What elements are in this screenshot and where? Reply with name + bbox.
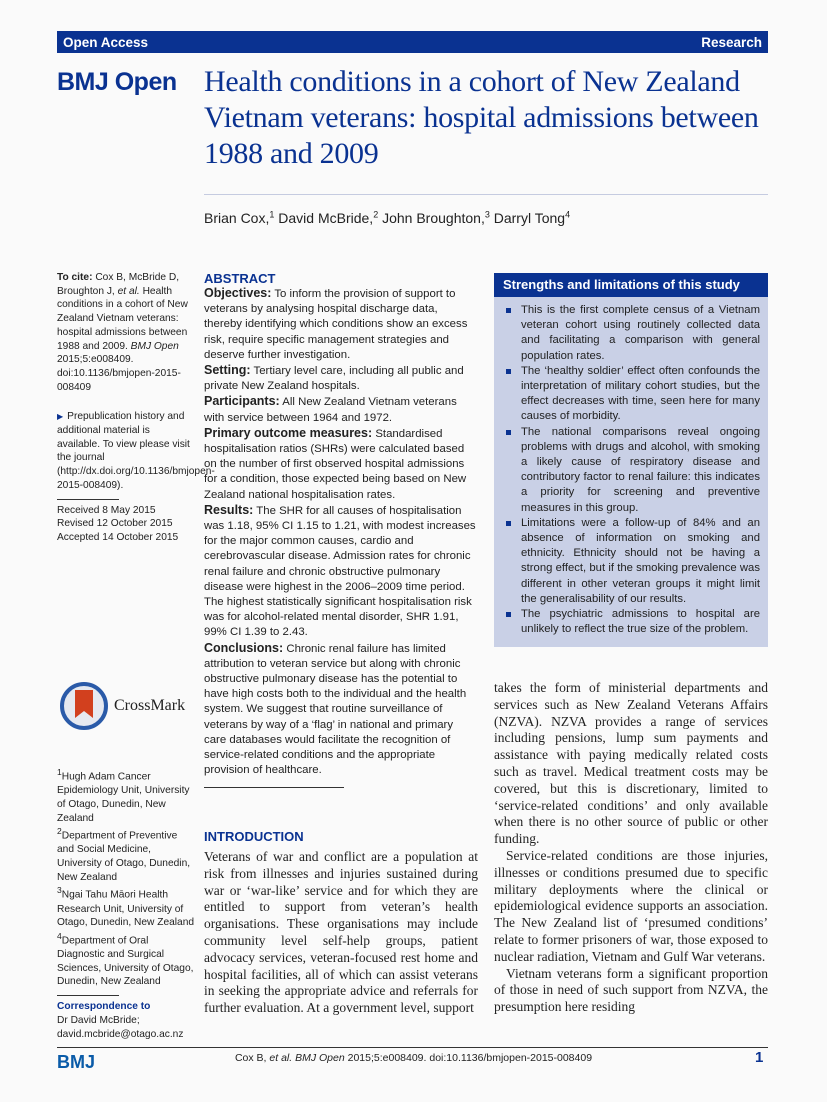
strengths-limitations-box	[494, 273, 768, 647]
author: Brian Cox,$^1$	[204, 209, 275, 226]
introduction-column-2	[494, 680, 768, 1016]
paragraph: takes the form of ministerial departments and services such as New Zealand Veterans Affairs (NZVA). NZVA provides a range of services including pensions, lump sum payments and assistance with paying medically related costs such as travel. Medical treatment costs may be covered, but this is discretionary, limited to ‘service-related conditions’ and only available when there is no other source of public or other funding.	[494, 680, 768, 847]
correspondence-email[interactable]: david.mcbride@otago.ac.nz	[57, 1028, 184, 1040]
list-item: The national comparisons reveal ongoing problems with drugs and alcohol, with smoking a likely cause of respiratory disease and contributory factor to renal failure: this indicates a priority for screening and preventive measures in this group.	[504, 425, 760, 516]
paragraph: Veterans of war and conflict are a population at risk from illnesses and injuries sustained during war or ‘war-like’ service and for which they are entitled to support from veteran’s health organisations. These organisations may include community level self-help groups, patient advocacy services, veteran-focused rest home and hospital facilities, all of which can assist veterans in seeking the appropriate advice and referrals for further evaluation. At a government level, support	[204, 849, 478, 1016]
correspondence-name: Dr David McBride;	[57, 1014, 140, 1026]
abstract-participants: Participants: All New Zealand Vietnam veterans with service between 1964 and 1972.	[204, 394, 457, 424]
section-banner	[57, 31, 768, 53]
page-number: 1	[755, 1049, 764, 1066]
abstract-results: Results: The SHR for all causes of hospitalisation was 1.18, 95% CI 1.15 to 1.21, with modest increases for the major common causes, cardio and cerebrovascular disease. Admission rates for chronic renal failure and chronic obstructive pulmonary disease were highest in the 2006–2009 time period. The highest statistically significant hospitalisation risk was for alcohol-related mental disorder, SHR 1.91, 99% CI 1.39 to 2.43.	[204, 502, 476, 639]
abstract-setting: Setting: Tertiary level care, including all public and private New Zealand hospitals.	[204, 363, 464, 393]
list-item: This is the first complete census of a Vietnam veteran cohort using routinely collected data and facilitating a comparison with general population rates.	[504, 303, 760, 364]
affiliation: $^3$Ngai Tahu Māori Health Research Unit, University of Otago, Dunedin, New Zealand	[57, 885, 195, 929]
list-item: The psychiatric admissions to hospital are unlikely to reflect the true size of the problem.	[504, 607, 760, 637]
affiliation: $^4$Department of Oral Diagnostic and Surgical Sciences, University of Otago, Dunedin, New Zealand	[57, 930, 194, 988]
received-date: Received 8 May 2015	[57, 504, 156, 516]
list-item: The ‘healthy soldier’ effect often confounds the interpretation of military cohort studies, but the effect decreases with time, seen here for many causes of morbidity.	[504, 364, 760, 425]
abstract-heading: ABSTRACT	[204, 271, 276, 286]
citation: To cite: Cox B, McBride D, Broughton J, et al. Health conditions in a cohort of New Zealand Vietnam veterans: hospital admissions between 1988 and 2009. BMJ Open 2015;5:e008409. doi:10.1136/bmjopen-2015-008409	[57, 272, 188, 393]
author: David McBride,$^2$	[278, 209, 379, 226]
divider	[57, 995, 119, 996]
abstract	[204, 271, 478, 788]
box-heading: Strengths and limitations of this study	[494, 273, 768, 297]
crossmark-label: CrossMark	[114, 697, 186, 714]
journal-logo: BMJ Open	[57, 68, 177, 96]
crossmark-icon	[60, 682, 108, 730]
introduction-heading: INTRODUCTION	[204, 829, 304, 844]
affiliations	[57, 766, 195, 1041]
article-type-label: Research	[701, 34, 762, 50]
footer-citation: Cox B, et al. BMJ Open 2015;5:e008409. doi:10.1136/bmjopen-2015-008409	[234, 1052, 593, 1064]
strengths-list	[494, 303, 768, 637]
abstract-conclusions: Conclusions: Chronic renal failure has limited attribution to veteran service but along with chronic obstructive pulmonary disease has the potential to have high costs both to the individual and the health system. We suggest that routine surveillance of veterans by way of a ‘flag’ in national and primary care databases would facilitate the recognition of service-related conditions and the appropriate provision of healthcare.	[204, 640, 467, 777]
affiliation: $^2$Department of Preventive and Social Medicine, University of Otago, Dunedin, New Zealand	[57, 826, 191, 883]
paragraph: Service-related conditions are those injuries, illnesses or conditions presumed due to specific military deployments where the clinical or epidemiological evidence supports an association. The New Zealand list of ‘presumed conditions’ relate to former prisoners of war, those exposed to nuclear radiation, Vietnam and Gulf War veterans.	[494, 847, 768, 964]
prepublication-note[interactable]: ▶ Prepublication history and additional material is available. To view please visit the journal (http://dx.doi.org/10.1136/bmjopen-2015-008409).	[57, 411, 215, 491]
introduction-column-1	[204, 849, 478, 1017]
paragraph: Vietnam veterans form a significant proportion of those in need of such support from NZVA, the presumption here residing	[494, 965, 768, 1015]
abstract-outcomes: Primary outcome measures: Standardised hospitalisation ratios (SHRs) were calculated based on the number of first observed hospital admissions for a condition, those expected being based on New Zealand national hospitalisation rates.	[204, 425, 467, 501]
divider	[57, 1047, 768, 1048]
article-title: Health conditions in a cohort of New Zealand Vietnam veterans: hospital admissions between 1988 and 2009	[204, 65, 759, 170]
bmj-logo: BMJ	[57, 1052, 96, 1072]
author-list	[204, 209, 570, 226]
divider	[57, 499, 119, 500]
crossmark-badge[interactable]	[60, 682, 185, 730]
affiliation: $^1$Hugh Adam Cancer Epidemiology Unit, University of Otago, Dunedin, New Zealand	[57, 767, 190, 824]
citation-block	[57, 271, 215, 545]
open-access-label: Open Access	[63, 34, 149, 50]
accepted-date: Accepted 14 October 2015	[57, 531, 179, 543]
author: John Broughton,$^3$	[382, 209, 490, 226]
author: Darryl Tong$^4$	[493, 209, 571, 226]
correspondence-label: Correspondence to	[57, 1001, 151, 1013]
list-item: Limitations were a follow-up of 84% and an absence of information on smoking and ethnicity. Ethnicity should not be having a strong effect, but if the smoking prevalence was different in other veteran groups it might limit the generalisability of our results.	[504, 516, 760, 607]
divider	[204, 194, 768, 195]
revised-date: Revised 12 October 2015	[57, 518, 173, 530]
triangle-right-icon: ▶	[57, 412, 64, 422]
abstract-objectives: Objectives: To inform the provision of support to veterans by analysing hospital discharge data, thereby identifying which conditions show an excess risk, require specific management strategies and deserve further investigation.	[204, 286, 468, 361]
divider	[204, 787, 344, 788]
